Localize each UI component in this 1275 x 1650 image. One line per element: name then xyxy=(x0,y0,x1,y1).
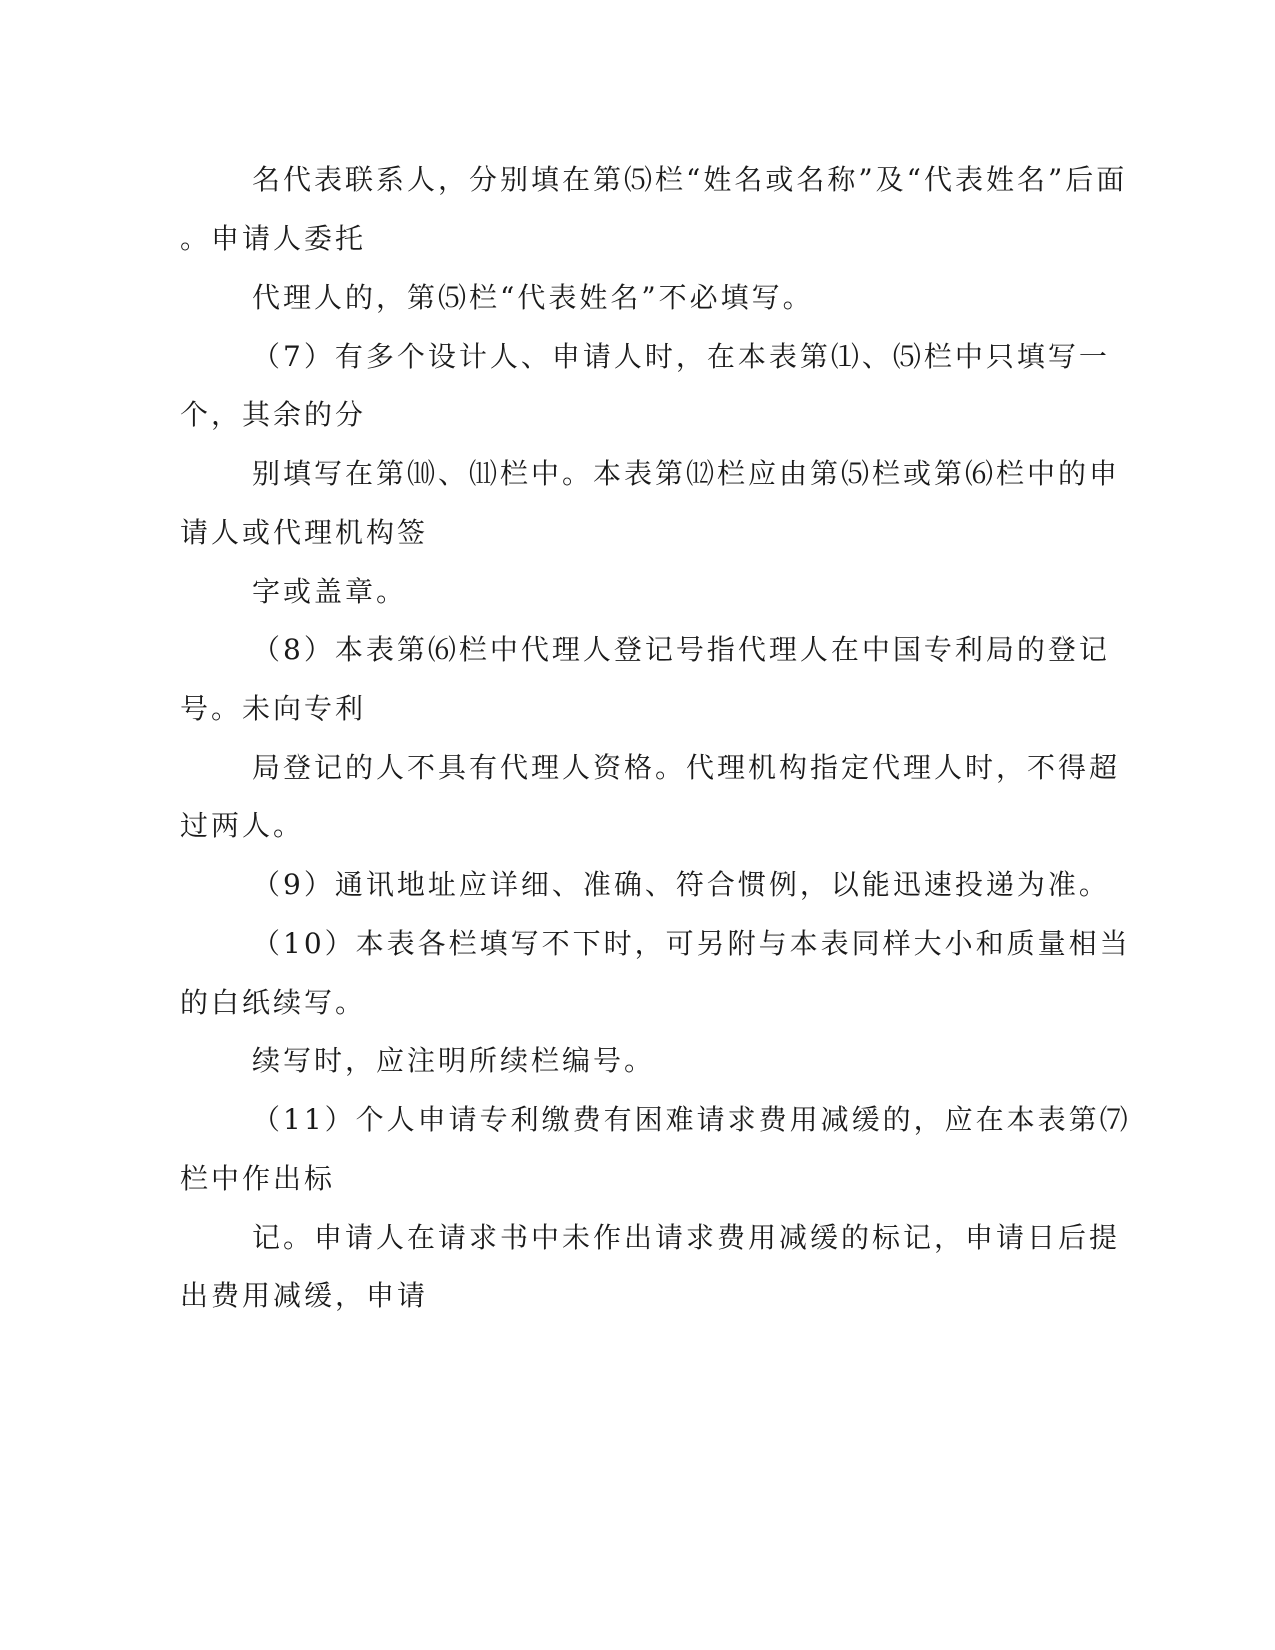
text-line: （10）本表各栏填写不下时，可另附与本表同样大小和质量相当 xyxy=(252,927,1131,960)
text-line: 字或盖章。 xyxy=(252,575,408,608)
text-line: （7）有多个设计人、申请人时，在本表第⑴、⑸栏中只填写一 xyxy=(252,340,1110,373)
text-line: 栏中作出标 xyxy=(180,1162,336,1195)
text-line: 过两人。 xyxy=(180,809,305,842)
text-line: 记。申请人在请求书中未作出请求费用减缓的标记，申请日后提 xyxy=(252,1221,1121,1254)
text-line: （8）本表第⑹栏中代理人登记号指代理人在中国专利局的登记 xyxy=(252,633,1110,666)
text-line: 名代表联系人，分别填在第⑸栏“姓名或名称”及“代表姓名”后面 xyxy=(252,163,1128,196)
text-line: （9）通讯地址应详细、准确、符合惯例，以能迅速投递为准。 xyxy=(252,868,1110,901)
text-line: 。申请人委托 xyxy=(180,222,367,255)
text-line: 的白纸续写。 xyxy=(180,986,367,1019)
text-line: 续写时，应注明所续栏编号。 xyxy=(252,1044,656,1077)
text-line: 号。未向专利 xyxy=(180,692,367,725)
text-line: 出费用减缓，申请 xyxy=(180,1279,429,1312)
text-line: 请人或代理机构签 xyxy=(180,516,429,549)
text-line: 个，其余的分 xyxy=(180,398,367,431)
text-line: 代理人的，第⑸栏“代表姓名”不必填写。 xyxy=(252,281,814,314)
text-line: 局登记的人不具有代理人资格。代理机构指定代理人时，不得超 xyxy=(252,751,1121,784)
text-line: （11）个人申请专利缴费有困难请求费用减缓的，应在本表第⑺ xyxy=(252,1103,1131,1136)
text-line: 别填写在第⑽、⑾栏中。本表第⑿栏应由第⑸栏或第⑹栏中的申 xyxy=(252,457,1121,490)
